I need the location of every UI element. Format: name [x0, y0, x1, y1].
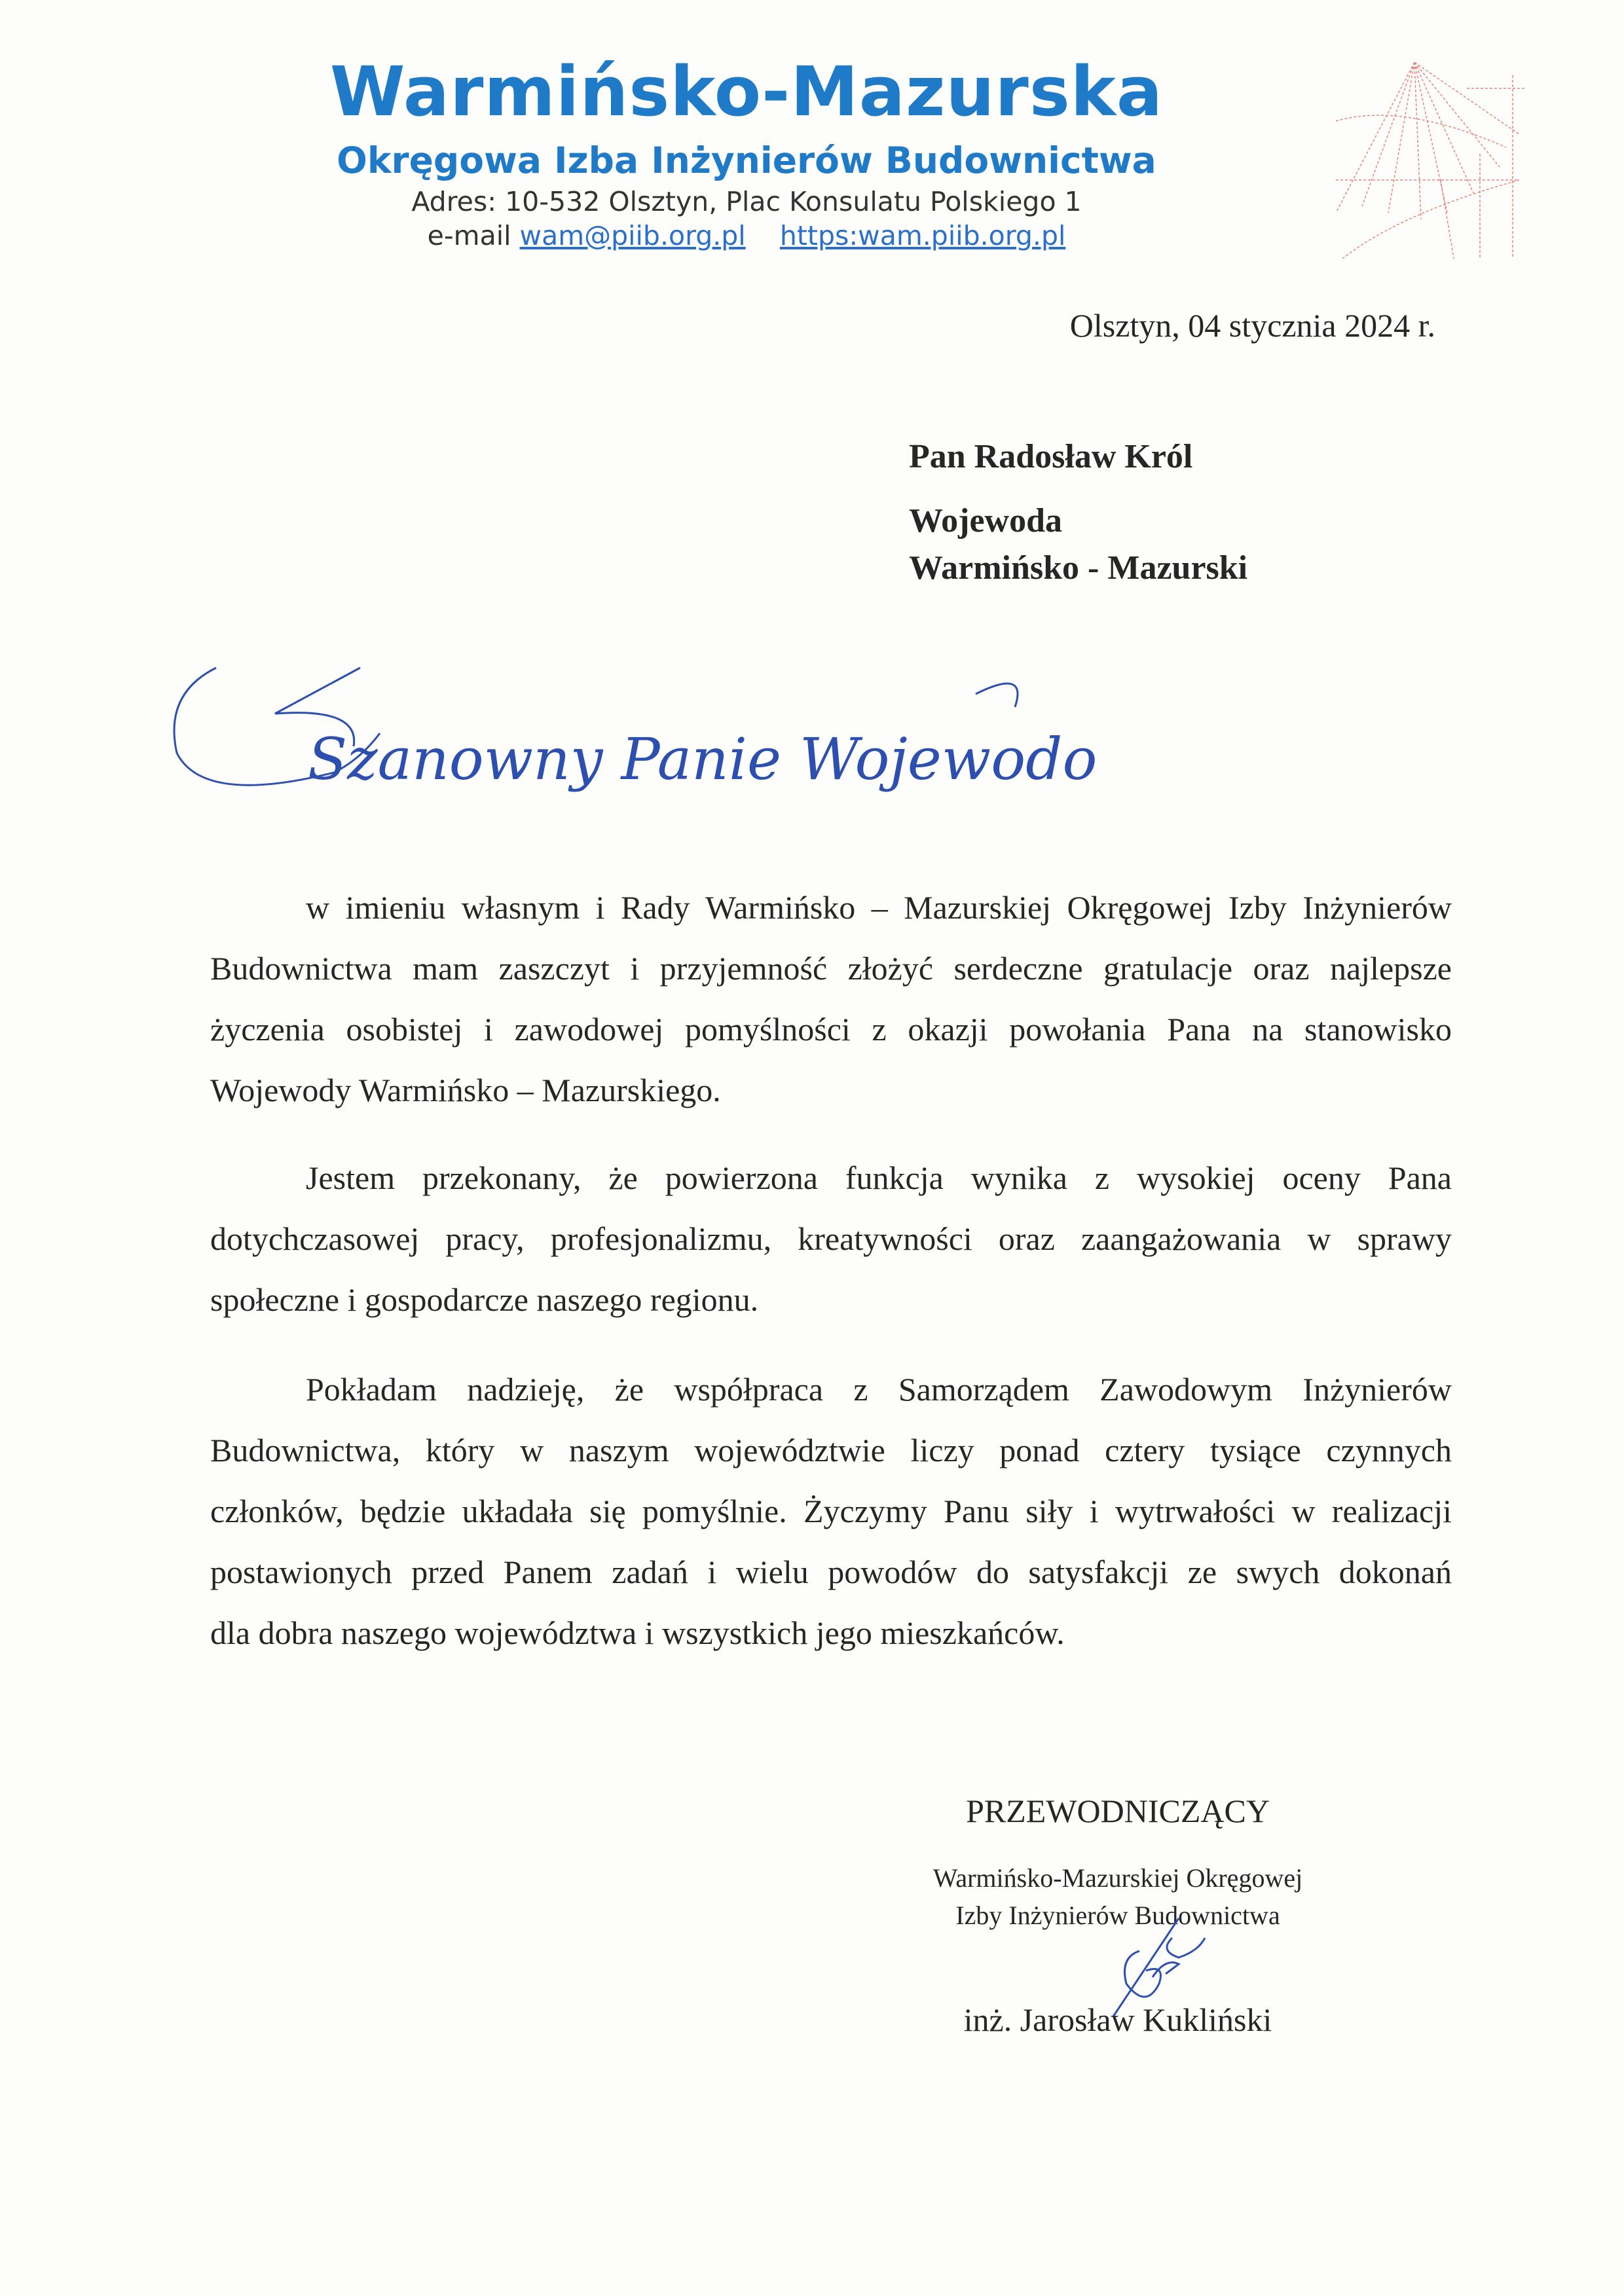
recipient-region: Warmińsko - Mazurski — [909, 549, 1248, 587]
body-line: Jestem przekonany, że powierzona funkcja wynika z wysokiej oceny Pana — [306, 1159, 1452, 1196]
body-line: Budownictwa mam zaszczyt i przyjemność złożyć serdeczne gratulacje oraz najlepsze — [210, 950, 1452, 987]
body-line: w imieniu własnym i Rady Warmińsko – Mazurskiej Okręgowej Izby Inżynierów — [306, 889, 1452, 926]
greeting-text: Szanowny Panie Wojewodo — [308, 725, 1098, 793]
body-paragraph-2 — [210, 1148, 1452, 1330]
body-line: Budownictwa, który w naszym województwie liczy ponad cztery tysiące czynnych — [210, 1432, 1452, 1468]
body-line: życzenia osobistej i zawodowej pomyślności z okazji powołania Pana na stanowisko — [210, 1011, 1452, 1048]
logo-icon — [1336, 62, 1532, 259]
letterhead-contact — [288, 220, 1205, 251]
body-line: postawionych przed Panem zadań i wielu powodów do satysfakcji ze swych dokonań — [210, 1554, 1452, 1590]
closing-title: PRZEWODNICZĄCY — [966, 1793, 1270, 1829]
body-line: dotychczasowej pracy, profesjonalizmu, kreatywności oraz zaangażowania w sprawy — [210, 1220, 1452, 1257]
body-line: społeczne i gospodarcze naszego regionu. — [210, 1281, 759, 1318]
letterhead-org-name: Warmińsko-Mazurska — [329, 52, 1164, 132]
letterhead-org-subtitle: Okręgowa Izba Inżynierów Budownictwa — [337, 139, 1156, 181]
recipient-title: Wojewoda — [909, 502, 1062, 539]
body-line: Pokładam nadzieję, że współpraca z Samorządem Zawodowym Inżynierów — [306, 1371, 1452, 1408]
closing-org-line2: Izby Inżynierów Budownictwa — [955, 1901, 1280, 1930]
handwritten-greeting — [164, 655, 1211, 864]
body-paragraph-3 — [210, 1359, 1452, 1664]
email-label: e-mail — [427, 220, 511, 251]
signer-name: inż. Jarosław Kukliński — [963, 2001, 1272, 2038]
email-link[interactable]: wam@piib.org.pl — [519, 220, 746, 251]
closing-org-line1: Warmińsko-Mazurskiej Okręgowej — [932, 1863, 1303, 1893]
body-line: Wojewody Warmińsko – Mazurskiego. — [210, 1072, 721, 1108]
letterhead-address: Adres: 10-532 Olsztyn, Plac Konsulatu Polskiego 1 — [411, 186, 1082, 217]
website-link[interactable]: https:wam.piib.org.pl — [779, 220, 1066, 251]
body-paragraph-1 — [210, 877, 1452, 1121]
recipient-name: Pan Radosław Król — [909, 438, 1193, 475]
body-line: członków, będzie układała się pomyślnie. Życzymy Panu siły i wytrwałości w realizacji — [210, 1493, 1452, 1529]
body-line: dla dobra naszego województwa i wszystkich jego mieszkańców. — [210, 1614, 1065, 1651]
letter-date: Olsztyn, 04 stycznia 2024 r. — [1069, 307, 1435, 344]
